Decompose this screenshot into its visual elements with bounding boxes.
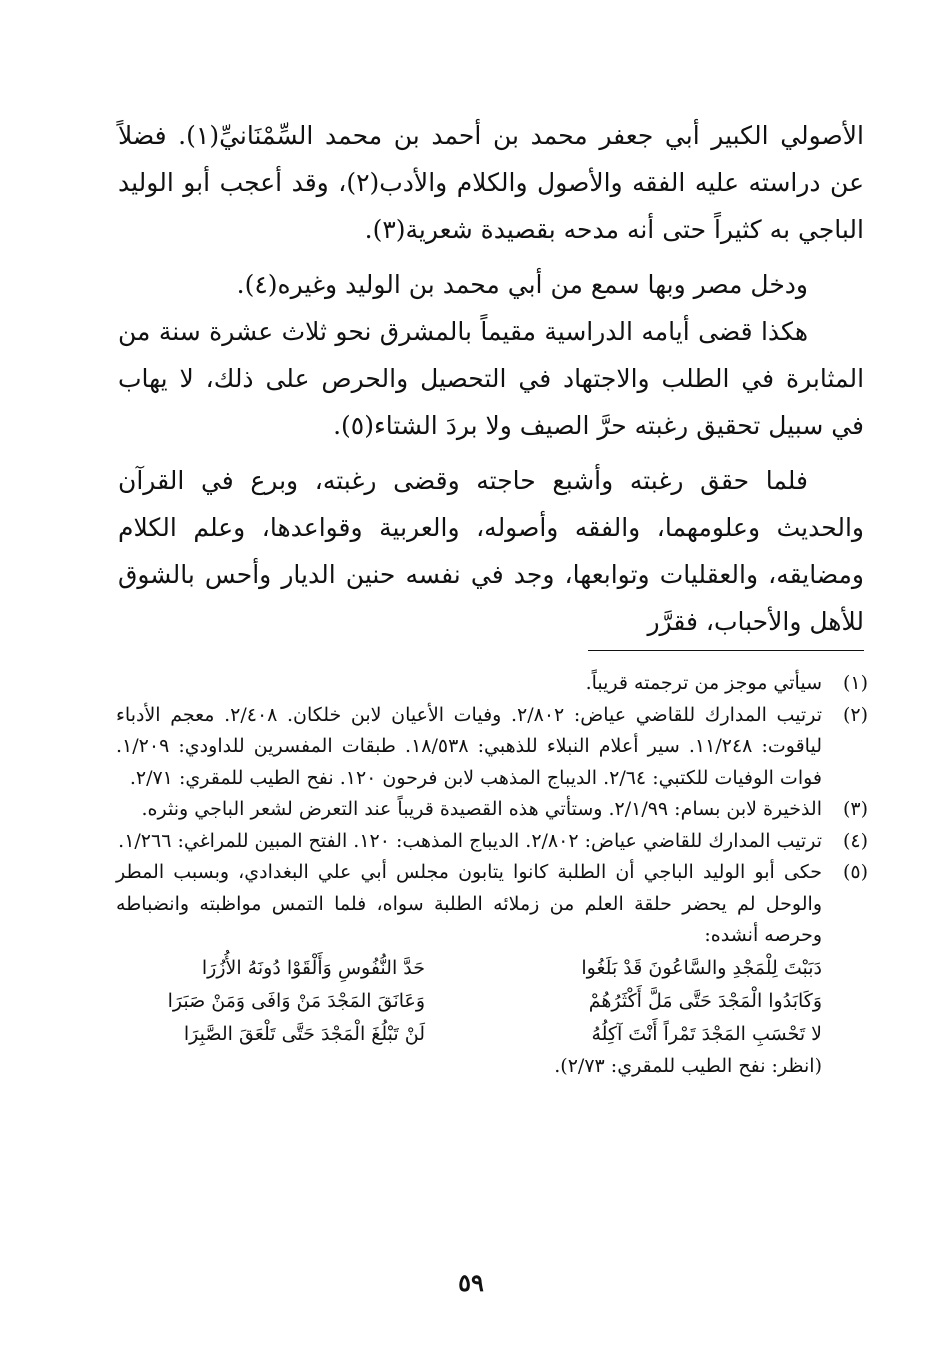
footnote-5 — [116, 857, 868, 1082]
footnote-line: سيأتي موجز من ترجمته قريباً. — [585, 672, 822, 694]
footnote-line: ترتيب المدارك للقاضي عياض: ٢/٨٠٢. الديباج المذهب: ١٢٠. الفتح المبين — [254, 829, 822, 852]
text-line: ودخل مصر وبها سمع من أبي محمد بن الوليد وغيره(٤). — [236, 270, 808, 299]
footnote-text — [116, 794, 822, 826]
footnote-number: (٤) — [842, 829, 868, 852]
verse-hemistich-second: حَدَّ النُّفُوسِ وَأَلْقَوْا دُونَهُ الأُزُرَا — [201, 956, 425, 979]
footnotes — [116, 668, 868, 1082]
verse-hemistich-second: لَنْ تَبْلُغَ الْمَجْدَ حَتَّى تَلْعَقَ الصَّبِرَا — [183, 1022, 425, 1045]
footnote-text — [116, 700, 822, 795]
footnote-prose — [116, 857, 822, 952]
paragraph-4 — [118, 457, 864, 645]
text-line: وتوابعها، وجد في نفسه حنين الديار وأحس بالشوق للأهل والأحباب، فقرَّر — [118, 560, 864, 636]
footnote-line: ونثره. — [141, 798, 189, 820]
footnote-2 — [116, 700, 868, 795]
verse-hemistich-first: لا تَحْسَبِ المَجْدَ تَمْراً أَنْتَ آكِلُهُ — [591, 1022, 822, 1045]
text-line: هكذا قضى أيامه الدراسية مقيماً بالمشرق نحو ثلاث عشرة سنة من المثابرة — [118, 317, 865, 393]
footnote-number: (٣) — [842, 798, 868, 820]
footnote-line: المطر والوحل لم يحضر حلقة العلم من زملائه الطلبة سواه، فلما التمس مواظبته — [116, 861, 822, 915]
footnote-text — [116, 826, 822, 858]
footnote-line: حكى أبو الوليد الباجي أن الطلبة كانوا يتابون مجلس أبي علي البغدادي، وبسبب — [173, 861, 822, 883]
footnote-line: المفسرين للداودي: ١/٢٠٩. فوات الوفيات للكتبي: ٢/٦٤. الديباج المذهب لابن — [116, 735, 822, 789]
text-line: فلما حقق رغبته وأشبع حاجته وقضى رغبته، وبرع في القرآن والحديث — [118, 466, 864, 542]
footnote-number: (٥) — [842, 861, 868, 883]
text-line: الأصولي الكبير أبي جعفر محمد بن أحمد بن محمد السِّمْنَانيِّ(١). فضلاً عن — [118, 121, 864, 197]
footnote-number: (٢) — [842, 703, 868, 726]
text-line: كثيراً حتى أنه مدحه بقصيدة شعرية(٣). — [364, 215, 762, 244]
footnote-line: ترتيب المدارك للقاضي عياض: ٢/٨٠٢. وفيات الأعيان لابن خلكان. ٢/٤٠٨. — [224, 703, 822, 726]
footnote-4 — [116, 826, 868, 858]
verse-hemistich-first: وَكَابَدُوا الْمَجْدَ حَتَّى مَلَّ أَكْثَرُهُمْ — [588, 989, 822, 1012]
poem — [116, 952, 822, 1051]
footnote-line: معجم الأدباء لياقوت: ١١/٢٤٨. سير أعلام النبلاء للذهبي: ١٨/٥٣٨. طبقات — [116, 703, 822, 757]
footnote-line: فرحون ١٢٠. نفح الطيب للمقري: ٢/٧١. — [129, 766, 438, 789]
footnote-line: وانضباطه وحرصه أنشده: — [116, 892, 822, 946]
footnote-line: الذخيرة لابن بسام: ٢/١/٩٩. وستأتي هذه القصيدة قريباً عند التعرض لشعر الباجي — [194, 798, 822, 820]
verse-hemistich-first: دَبَبْتَ لِلْمَجْدِ والسَّاعُونَ قَدْ بَلَغُوا — [581, 956, 822, 979]
paragraph-3 — [118, 308, 864, 449]
text-line: تحقيق رغبته حرَّ الصيف ولا بردَ الشتاء(٥). — [333, 411, 761, 440]
footnote-line: للمراغي: ١/٢٦٦. — [118, 829, 249, 852]
footnote-number: (١) — [842, 672, 868, 694]
main-text — [118, 112, 864, 645]
text-line: دراسته عليه الفقه والأصول والكلام والأدب(٢)، وقد أعجب أبو الوليد الباجي به — [118, 168, 864, 244]
footnote-closing: (انظر: نفح الطيب للمقري: ٢/٧٣). — [554, 1054, 822, 1077]
paragraph-2 — [118, 261, 864, 308]
footnote-text — [116, 668, 822, 700]
footnote-3 — [116, 794, 868, 826]
text-line: في الطلب والاجتهاد في التحصيل والحرص على ذلك، لا يهاب في سبيل — [118, 364, 864, 440]
footnote-separator — [588, 650, 864, 651]
footnote-text — [116, 857, 822, 1082]
footnote-1 — [116, 668, 868, 700]
page-number: ٥٩ — [458, 1268, 484, 1297]
verse-hemistich-second: وَعَانَقَ المَجْدَ مَنْ وَافَى وَمَنْ صَبَرَا — [167, 989, 425, 1012]
text-line: وعلومهما، والفقه وأصوله، والعربية وقواعدها، وعلم الكلام ومضايقه، والعقليات — [118, 513, 864, 589]
paragraph-1 — [118, 112, 864, 253]
